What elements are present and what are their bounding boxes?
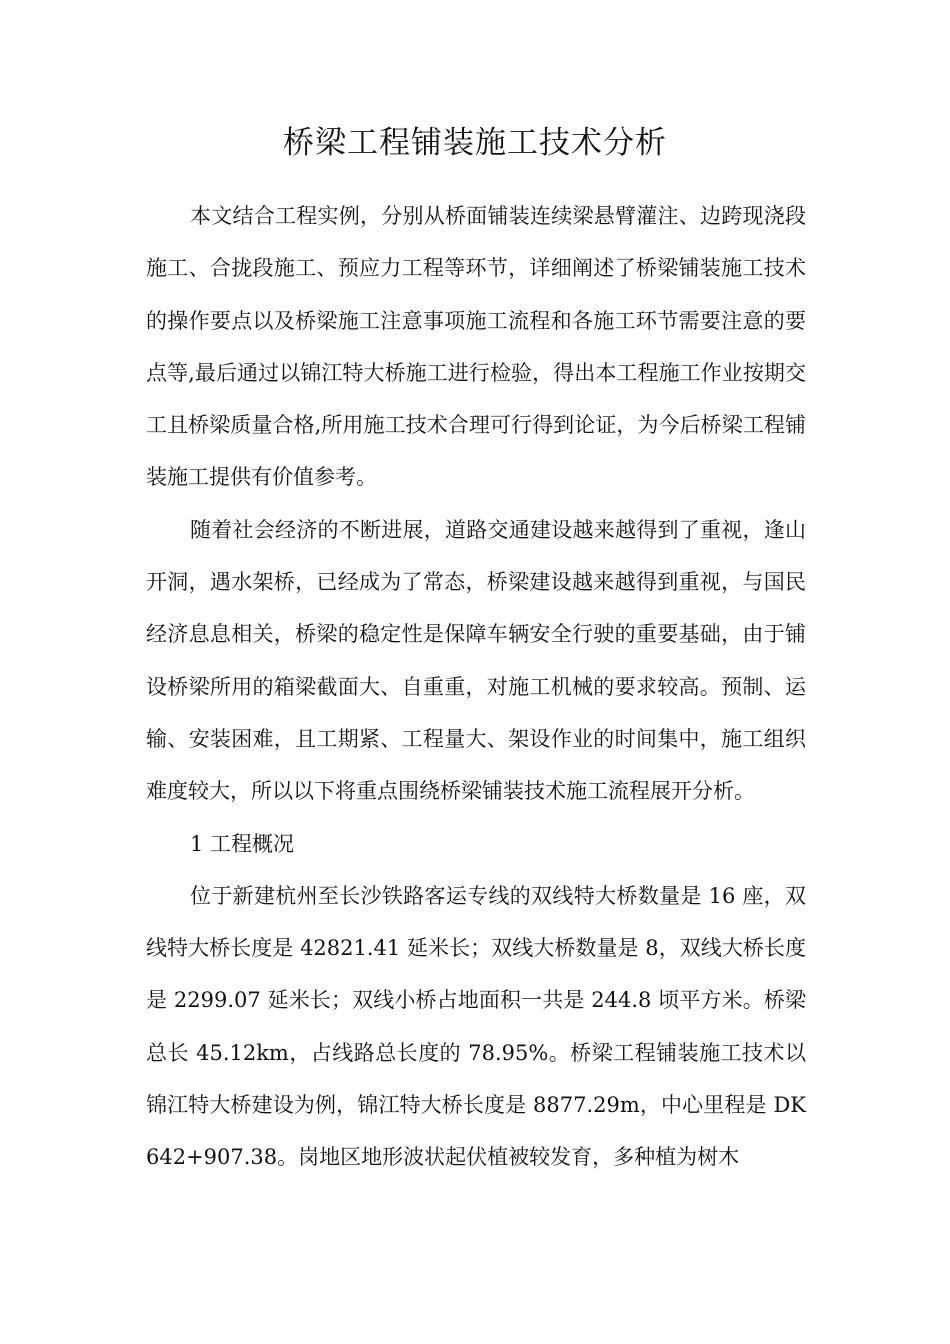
section-heading-overview: 1 工程概况 — [190, 831, 295, 856]
paragraph-overview: 位于新建杭州至长沙铁路客运专线的双线特大桥数量是 16 座，双线特大桥长度是 42821.41 延米长；双线大桥数量是 8，双线大桥长度是 2299.07 延米长；双线小桥占地面积一共是 244.8 顷平方米。桥梁总长 45.12km，占线路总长度的 78.95%。桥梁工程铺装施工技术以锦江特大桥建设为例，锦江特大桥长度是 8877.29m，中心里程是 DK642+907.38。岗地区地形波状起伏植被较发育，多种植为树木 — [146, 883, 806, 1170]
paragraph-introduction: 随着社会经济的不断进展，道路交通建设越来越得到了重视，逢山开洞，遇水架桥，已经成为了常态，桥梁建设越来越得到重视，与国民经济息息相关，桥梁的稳定性是保障车辆安全行驶的重要基础，由于铺设桥梁所用的箱梁截面大、自重重，对施工机械的要求较高。预制、运输、安装困难，且工期紧、工程量大、架设作业的时间集中，施工组织难度较大，所以以下将重点围绕桥梁铺装技术施工流程展开分析。 — [146, 517, 806, 804]
paragraph-abstract: 本文结合工程实例，分别从桥面铺装连续梁悬臂灌注、边跨现浇段施工、合拢段施工、预应力工程等环节，详细阐述了桥梁铺装施工技术的操作要点以及桥梁施工注意事项施工流程和各施工环节需要注意的要点等,最后通过以锦江特大桥施工进行检验，得出本工程施工作业按期交工且桥梁质量合格,所用施工技术合理可行得到论证，为今后桥梁工程铺装施工提供有价值参考。 — [146, 204, 806, 490]
document-title: 桥梁工程铺装施工技术分析 — [283, 125, 667, 161]
document-body — [146, 190, 806, 1184]
